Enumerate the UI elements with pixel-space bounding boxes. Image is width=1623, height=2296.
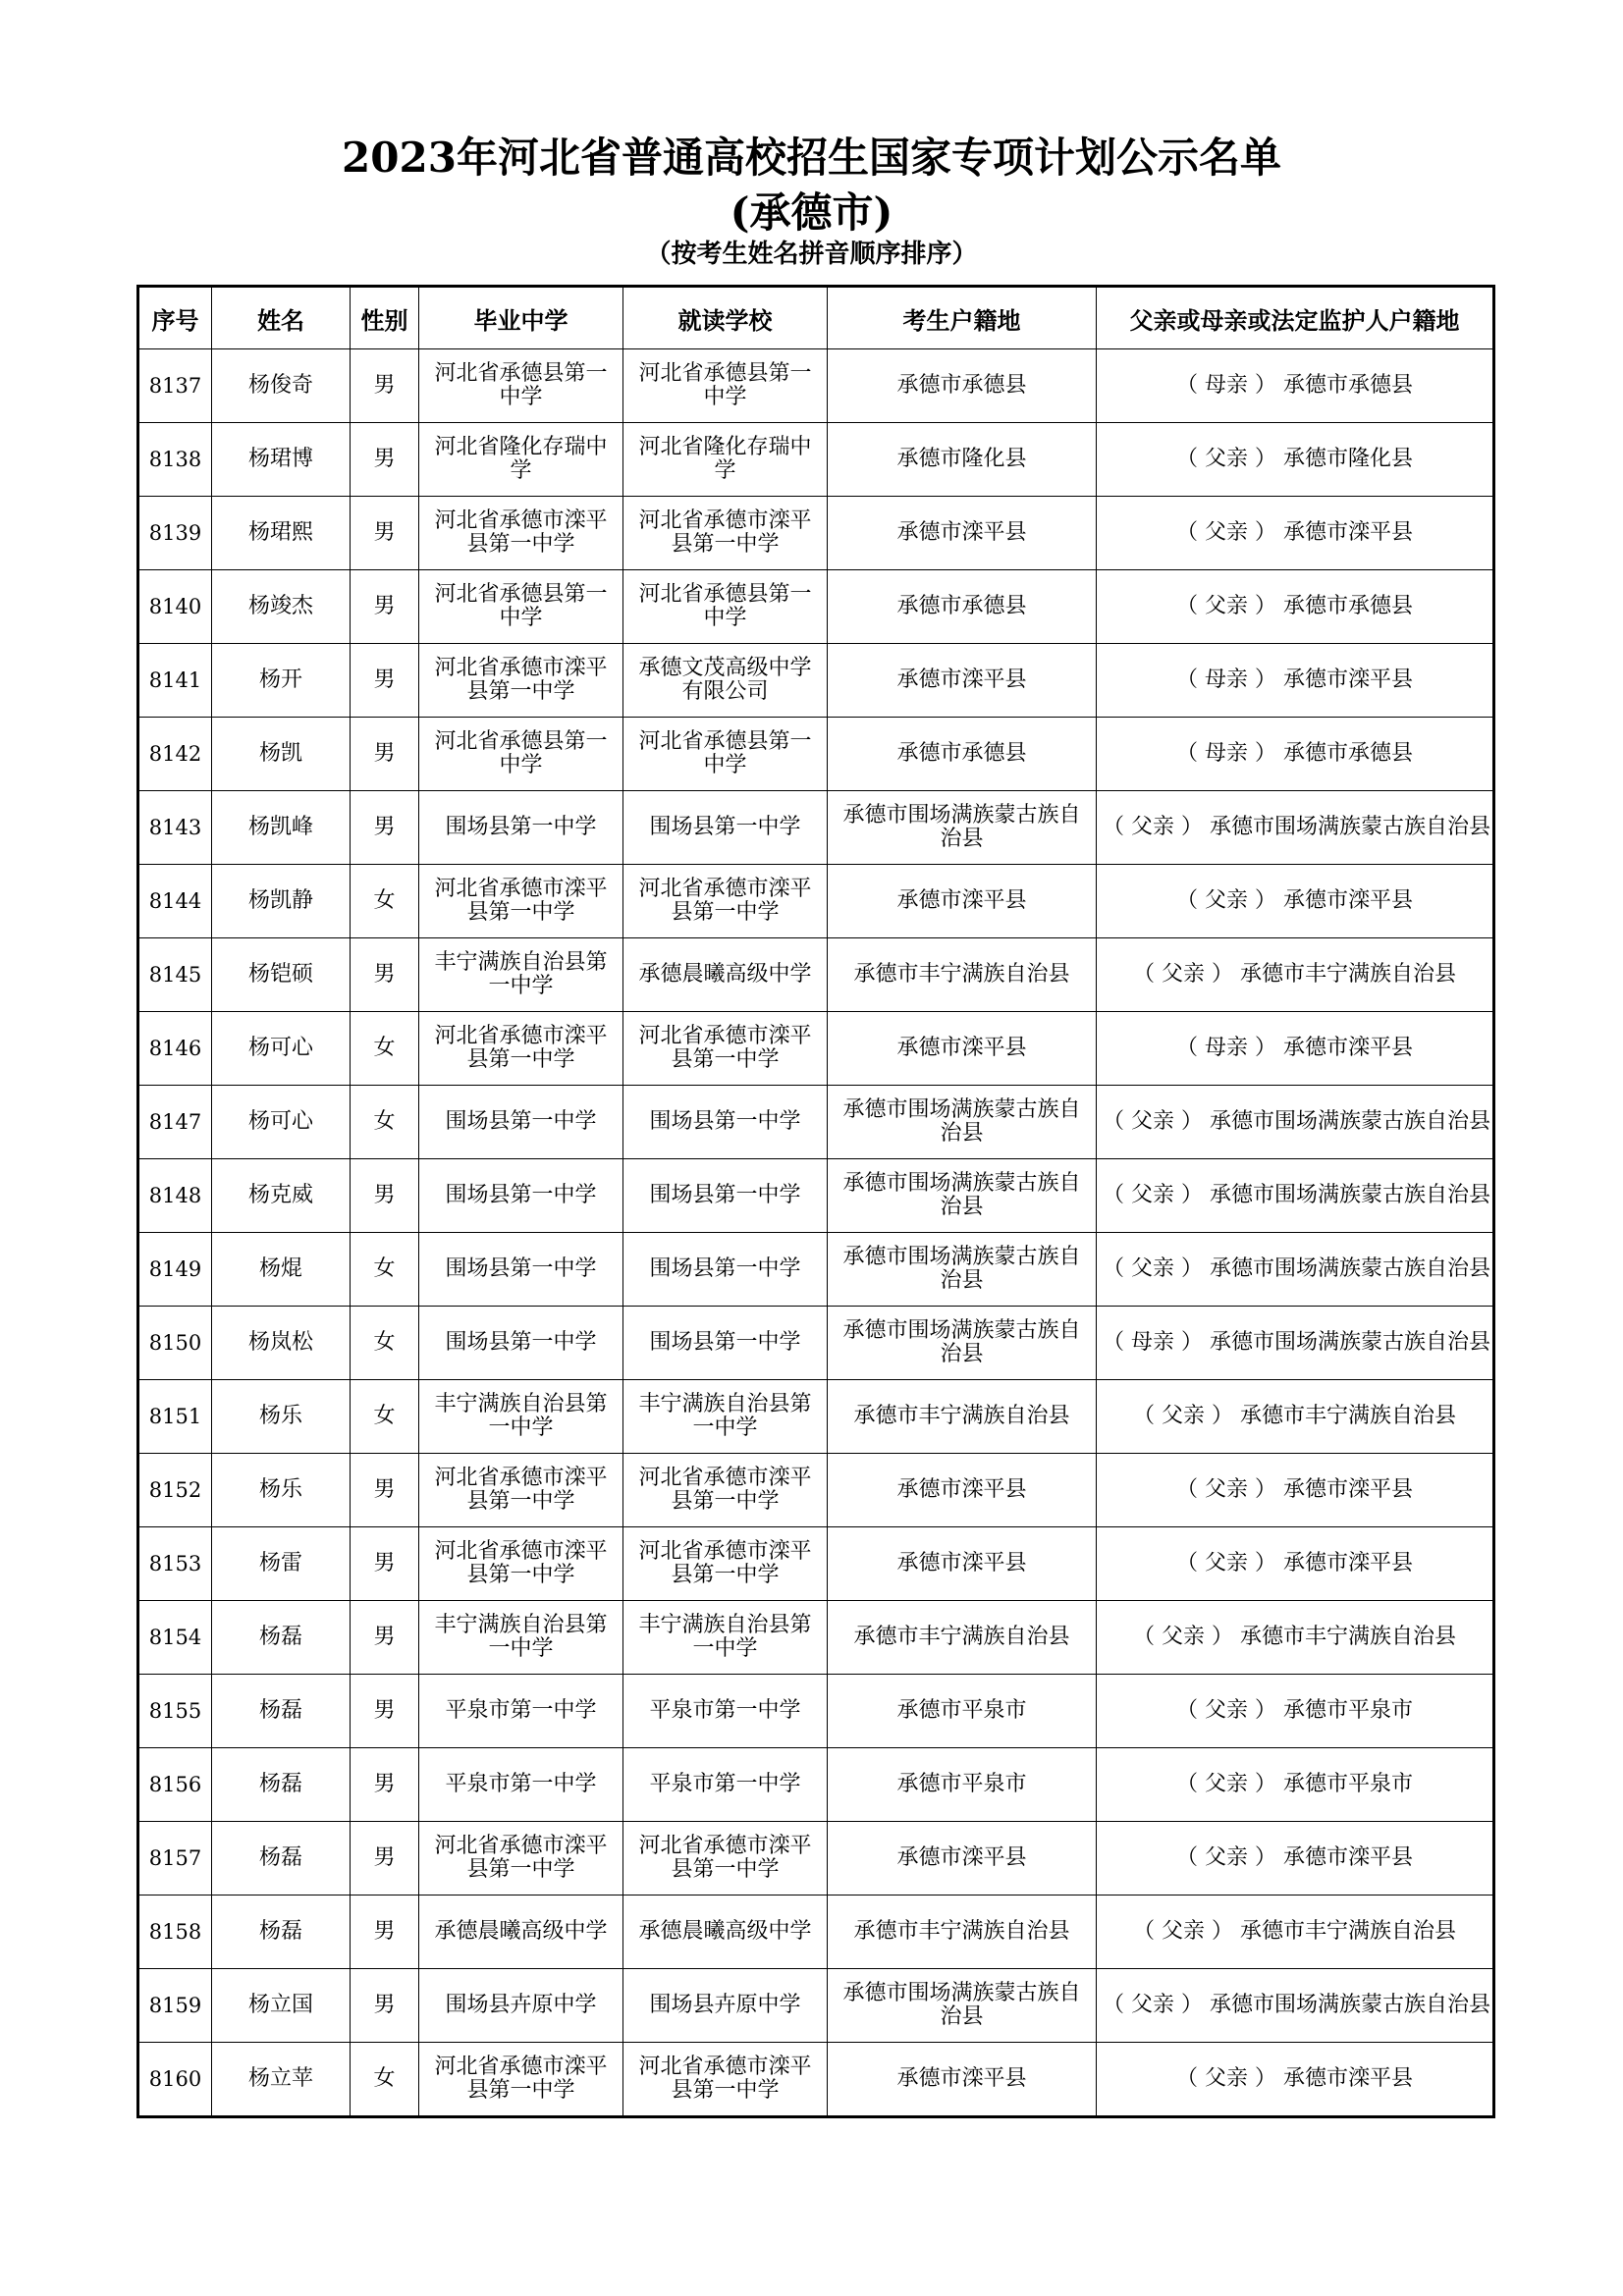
cell-guardian-household: （ 父亲 ） 承德市滦平县 xyxy=(1097,1454,1494,1527)
cell-student-household: 承德市隆化县 xyxy=(828,423,1097,497)
cell-current-school: 围场县卉原中学 xyxy=(623,1969,828,2043)
cell-serial: 8144 xyxy=(138,865,212,938)
cell-serial: 8141 xyxy=(138,644,212,718)
cell-name: 杨雷 xyxy=(212,1527,351,1601)
cell-graduation-school: 河北省承德市滦平县第一中学 xyxy=(419,1822,623,1896)
cell-graduation-school: 平泉市第一中学 xyxy=(419,1748,623,1822)
cell-serial: 8146 xyxy=(138,1012,212,1086)
cell-guardian-household: （ 母亲 ） 承德市滦平县 xyxy=(1097,644,1494,718)
cell-serial: 8153 xyxy=(138,1527,212,1601)
cell-gender: 男 xyxy=(351,570,419,644)
table-row xyxy=(138,1675,1494,1748)
cell-graduation-school: 围场县卉原中学 xyxy=(419,1969,623,2043)
cell-gender: 女 xyxy=(351,1380,419,1454)
cell-guardian-household: （ 父亲 ） 承德市滦平县 xyxy=(1097,865,1494,938)
cell-current-school: 围场县第一中学 xyxy=(623,1159,828,1233)
cell-guardian-household: （ 父亲 ） 承德市丰宁满族自治县 xyxy=(1097,1601,1494,1675)
cell-graduation-school: 河北省承德县第一中学 xyxy=(419,349,623,423)
cell-current-school: 河北省承德市滦平县第一中学 xyxy=(623,1527,828,1601)
table-row xyxy=(138,349,1494,423)
table-row xyxy=(138,1527,1494,1601)
table-row xyxy=(138,1380,1494,1454)
cell-current-school: 河北省承德市滦平县第一中学 xyxy=(623,1012,828,1086)
table-row xyxy=(138,423,1494,497)
cell-student-household: 承德市丰宁满族自治县 xyxy=(828,1601,1097,1675)
cell-gender: 男 xyxy=(351,1822,419,1896)
cell-serial: 8148 xyxy=(138,1159,212,1233)
cell-graduation-school: 河北省承德市滦平县第一中学 xyxy=(419,2043,623,2117)
cell-current-school: 河北省承德县第一中学 xyxy=(623,718,828,791)
cell-graduation-school: 河北省承德市滦平县第一中学 xyxy=(419,1454,623,1527)
table-row xyxy=(138,791,1494,865)
cell-gender: 男 xyxy=(351,497,419,570)
cell-student-household: 承德市滦平县 xyxy=(828,644,1097,718)
cell-graduation-school: 围场县第一中学 xyxy=(419,1086,623,1159)
cell-guardian-household: （ 父亲 ） 承德市围场满族蒙古族自治县 xyxy=(1097,1086,1494,1159)
cell-serial: 8158 xyxy=(138,1896,212,1969)
cell-graduation-school: 平泉市第一中学 xyxy=(419,1675,623,1748)
cell-gender: 男 xyxy=(351,1527,419,1601)
cell-gender: 男 xyxy=(351,1454,419,1527)
cell-current-school: 承德晨曦高级中学 xyxy=(623,1896,828,1969)
cell-gender: 男 xyxy=(351,1675,419,1748)
cell-name: 杨磊 xyxy=(212,1675,351,1748)
cell-gender: 女 xyxy=(351,1233,419,1307)
table-row xyxy=(138,497,1494,570)
header-student-household: 考生户籍地 xyxy=(828,287,1097,349)
header-guardian-household: 父亲或母亲或法定监护人户籍地 xyxy=(1097,287,1494,349)
cell-gender: 男 xyxy=(351,644,419,718)
cell-name: 杨岚松 xyxy=(212,1307,351,1380)
cell-guardian-household: （ 母亲 ） 承德市围场满族蒙古族自治县 xyxy=(1097,1307,1494,1380)
cell-name: 杨竣杰 xyxy=(212,570,351,644)
cell-graduation-school: 河北省承德市滦平县第一中学 xyxy=(419,865,623,938)
table-body xyxy=(138,349,1494,2117)
cell-serial: 8159 xyxy=(138,1969,212,2043)
cell-gender: 男 xyxy=(351,938,419,1012)
cell-serial: 8157 xyxy=(138,1822,212,1896)
cell-name: 杨珺熙 xyxy=(212,497,351,570)
cell-guardian-household: （ 父亲 ） 承德市承德县 xyxy=(1097,570,1494,644)
cell-gender: 男 xyxy=(351,1601,419,1675)
cell-graduation-school: 围场县第一中学 xyxy=(419,791,623,865)
cell-gender: 男 xyxy=(351,1159,419,1233)
cell-guardian-household: （ 父亲 ） 承德市丰宁满族自治县 xyxy=(1097,938,1494,1012)
cell-gender: 男 xyxy=(351,423,419,497)
cell-serial: 8140 xyxy=(138,570,212,644)
cell-graduation-school: 承德晨曦高级中学 xyxy=(419,1896,623,1969)
cell-graduation-school: 围场县第一中学 xyxy=(419,1233,623,1307)
cell-gender: 男 xyxy=(351,1896,419,1969)
cell-student-household: 承德市丰宁满族自治县 xyxy=(828,1896,1097,1969)
cell-gender: 女 xyxy=(351,1307,419,1380)
cell-guardian-household: （ 父亲 ） 承德市隆化县 xyxy=(1097,423,1494,497)
cell-student-household: 承德市滦平县 xyxy=(828,865,1097,938)
cell-student-household: 承德市围场满族蒙古族自治县 xyxy=(828,1233,1097,1307)
cell-guardian-household: （ 父亲 ） 承德市平泉市 xyxy=(1097,1675,1494,1748)
cell-name: 杨凯峰 xyxy=(212,791,351,865)
table-row xyxy=(138,1748,1494,1822)
sort-note: （按考生姓名拼音顺序排序） xyxy=(645,240,978,269)
cell-student-household: 承德市承德县 xyxy=(828,570,1097,644)
cell-name: 杨焜 xyxy=(212,1233,351,1307)
cell-name: 杨俊奇 xyxy=(212,349,351,423)
cell-guardian-household: （ 父亲 ） 承德市围场满族蒙古族自治县 xyxy=(1097,1233,1494,1307)
cell-current-school: 丰宁满族自治县第一中学 xyxy=(623,1380,828,1454)
cell-guardian-household: （ 父亲 ） 承德市围场满族蒙古族自治县 xyxy=(1097,791,1494,865)
cell-graduation-school: 河北省承德市滦平县第一中学 xyxy=(419,644,623,718)
cell-serial: 8143 xyxy=(138,791,212,865)
cell-student-household: 承德市丰宁满族自治县 xyxy=(828,938,1097,1012)
cell-gender: 男 xyxy=(351,1969,419,2043)
cell-serial: 8142 xyxy=(138,718,212,791)
cell-serial: 8137 xyxy=(138,349,212,423)
document-title: 2023年河北省普通高校招生国家专项计划公示名单 xyxy=(342,133,1281,182)
cell-graduation-school: 河北省承德市滦平县第一中学 xyxy=(419,497,623,570)
cell-current-school: 河北省承德市滦平县第一中学 xyxy=(623,2043,828,2117)
table-row xyxy=(138,1307,1494,1380)
cell-graduation-school: 河北省承德市滦平县第一中学 xyxy=(419,1012,623,1086)
cell-name: 杨立苹 xyxy=(212,2043,351,2117)
cell-current-school: 围场县第一中学 xyxy=(623,1233,828,1307)
cell-current-school: 河北省承德县第一中学 xyxy=(623,349,828,423)
cell-graduation-school: 围场县第一中学 xyxy=(419,1307,623,1380)
cell-serial: 8156 xyxy=(138,1748,212,1822)
table-row xyxy=(138,1822,1494,1896)
cell-graduation-school: 围场县第一中学 xyxy=(419,1159,623,1233)
cell-name: 杨克威 xyxy=(212,1159,351,1233)
cell-student-household: 承德市丰宁满族自治县 xyxy=(828,1380,1097,1454)
cell-student-household: 承德市滦平县 xyxy=(828,1822,1097,1896)
cell-guardian-household: （ 父亲 ） 承德市滦平县 xyxy=(1097,497,1494,570)
cell-guardian-household: （ 母亲 ） 承德市承德县 xyxy=(1097,349,1494,423)
cell-current-school: 平泉市第一中学 xyxy=(623,1675,828,1748)
cell-current-school: 围场县第一中学 xyxy=(623,791,828,865)
cell-name: 杨凯 xyxy=(212,718,351,791)
cell-name: 杨磊 xyxy=(212,1822,351,1896)
cell-name: 杨磊 xyxy=(212,1896,351,1969)
cell-gender: 男 xyxy=(351,718,419,791)
cell-serial: 8154 xyxy=(138,1601,212,1675)
cell-guardian-household: （ 父亲 ） 承德市丰宁满族自治县 xyxy=(1097,1380,1494,1454)
cell-graduation-school: 河北省承德县第一中学 xyxy=(419,718,623,791)
document-subtitle: (承德市) xyxy=(730,188,893,237)
cell-name: 杨立国 xyxy=(212,1969,351,2043)
cell-student-household: 承德市平泉市 xyxy=(828,1675,1097,1748)
table-row xyxy=(138,1454,1494,1527)
cell-guardian-household: （ 父亲 ） 承德市滦平县 xyxy=(1097,2043,1494,2117)
cell-current-school: 平泉市第一中学 xyxy=(623,1748,828,1822)
header-serial: 序号 xyxy=(138,287,212,349)
cell-guardian-household: （ 母亲 ） 承德市承德县 xyxy=(1097,718,1494,791)
cell-current-school: 河北省承德县第一中学 xyxy=(623,570,828,644)
cell-student-household: 承德市滦平县 xyxy=(828,1527,1097,1601)
cell-gender: 女 xyxy=(351,2043,419,2117)
cell-student-household: 承德市滦平县 xyxy=(828,1454,1097,1527)
cell-current-school: 河北省承德市滦平县第一中学 xyxy=(623,1822,828,1896)
cell-guardian-household: （ 母亲 ） 承德市滦平县 xyxy=(1097,1012,1494,1086)
cell-student-household: 承德市平泉市 xyxy=(828,1748,1097,1822)
admission-list-table xyxy=(136,285,1495,2118)
cell-student-household: 承德市围场满族蒙古族自治县 xyxy=(828,1159,1097,1233)
cell-current-school: 丰宁满族自治县第一中学 xyxy=(623,1601,828,1675)
cell-guardian-household: （ 父亲 ） 承德市平泉市 xyxy=(1097,1748,1494,1822)
cell-serial: 8152 xyxy=(138,1454,212,1527)
table-row xyxy=(138,1896,1494,1969)
cell-student-household: 承德市承德县 xyxy=(828,349,1097,423)
cell-current-school: 河北省承德市滦平县第一中学 xyxy=(623,865,828,938)
cell-current-school: 承德文茂高级中学有限公司 xyxy=(623,644,828,718)
table-row xyxy=(138,938,1494,1012)
cell-graduation-school: 河北省承德市滦平县第一中学 xyxy=(419,1527,623,1601)
table-row xyxy=(138,1233,1494,1307)
cell-name: 杨磊 xyxy=(212,1748,351,1822)
cell-graduation-school: 丰宁满族自治县第一中学 xyxy=(419,938,623,1012)
table-row xyxy=(138,865,1494,938)
cell-graduation-school: 丰宁满族自治县第一中学 xyxy=(419,1601,623,1675)
cell-serial: 8138 xyxy=(138,423,212,497)
cell-gender: 女 xyxy=(351,1086,419,1159)
cell-current-school: 河北省隆化存瑞中学 xyxy=(623,423,828,497)
header-current-school: 就读学校 xyxy=(623,287,828,349)
table-row xyxy=(138,1159,1494,1233)
cell-graduation-school: 丰宁满族自治县第一中学 xyxy=(419,1380,623,1454)
cell-guardian-household: （ 父亲 ） 承德市围场满族蒙古族自治县 xyxy=(1097,1969,1494,2043)
cell-name: 杨开 xyxy=(212,644,351,718)
cell-name: 杨可心 xyxy=(212,1012,351,1086)
cell-current-school: 河北省承德市滦平县第一中学 xyxy=(623,497,828,570)
cell-current-school: 围场县第一中学 xyxy=(623,1307,828,1380)
cell-current-school: 河北省承德市滦平县第一中学 xyxy=(623,1454,828,1527)
cell-gender: 男 xyxy=(351,349,419,423)
table-header-row xyxy=(138,287,1494,349)
cell-current-school: 围场县第一中学 xyxy=(623,1086,828,1159)
table-row xyxy=(138,1969,1494,2043)
cell-serial: 8147 xyxy=(138,1086,212,1159)
cell-guardian-household: （ 父亲 ） 承德市围场满族蒙古族自治县 xyxy=(1097,1159,1494,1233)
cell-guardian-household: （ 父亲 ） 承德市丰宁满族自治县 xyxy=(1097,1896,1494,1969)
cell-student-household: 承德市承德县 xyxy=(828,718,1097,791)
cell-gender: 女 xyxy=(351,865,419,938)
header-gender: 性别 xyxy=(351,287,419,349)
cell-serial: 8160 xyxy=(138,2043,212,2117)
cell-name: 杨可心 xyxy=(212,1086,351,1159)
cell-name: 杨铠硕 xyxy=(212,938,351,1012)
cell-student-household: 承德市围场满族蒙古族自治县 xyxy=(828,791,1097,865)
table-row xyxy=(138,644,1494,718)
table-row xyxy=(138,718,1494,791)
table-row xyxy=(138,1601,1494,1675)
cell-name: 杨乐 xyxy=(212,1380,351,1454)
cell-name: 杨乐 xyxy=(212,1454,351,1527)
cell-student-household: 承德市围场满族蒙古族自治县 xyxy=(828,1086,1097,1159)
cell-gender: 男 xyxy=(351,1748,419,1822)
cell-gender: 女 xyxy=(351,1012,419,1086)
cell-current-school: 承德晨曦高级中学 xyxy=(623,938,828,1012)
header-graduation-school: 毕业中学 xyxy=(419,287,623,349)
cell-student-household: 承德市滦平县 xyxy=(828,2043,1097,2117)
cell-student-household: 承德市围场满族蒙古族自治县 xyxy=(828,1969,1097,2043)
cell-serial: 8151 xyxy=(138,1380,212,1454)
cell-gender: 男 xyxy=(351,791,419,865)
cell-guardian-household: （ 父亲 ） 承德市滦平县 xyxy=(1097,1527,1494,1601)
cell-graduation-school: 河北省承德县第一中学 xyxy=(419,570,623,644)
cell-student-household: 承德市围场满族蒙古族自治县 xyxy=(828,1307,1097,1380)
table-row xyxy=(138,1086,1494,1159)
table-row xyxy=(138,2043,1494,2117)
cell-serial: 8145 xyxy=(138,938,212,1012)
cell-serial: 8150 xyxy=(138,1307,212,1380)
cell-student-household: 承德市滦平县 xyxy=(828,497,1097,570)
cell-serial: 8149 xyxy=(138,1233,212,1307)
cell-name: 杨珺博 xyxy=(212,423,351,497)
cell-graduation-school: 河北省隆化存瑞中学 xyxy=(419,423,623,497)
cell-name: 杨磊 xyxy=(212,1601,351,1675)
cell-serial: 8155 xyxy=(138,1675,212,1748)
cell-guardian-household: （ 父亲 ） 承德市滦平县 xyxy=(1097,1822,1494,1896)
header-name: 姓名 xyxy=(212,287,351,349)
cell-student-household: 承德市滦平县 xyxy=(828,1012,1097,1086)
table-row xyxy=(138,1012,1494,1086)
table-row xyxy=(138,570,1494,644)
cell-name: 杨凯静 xyxy=(212,865,351,938)
cell-serial: 8139 xyxy=(138,497,212,570)
